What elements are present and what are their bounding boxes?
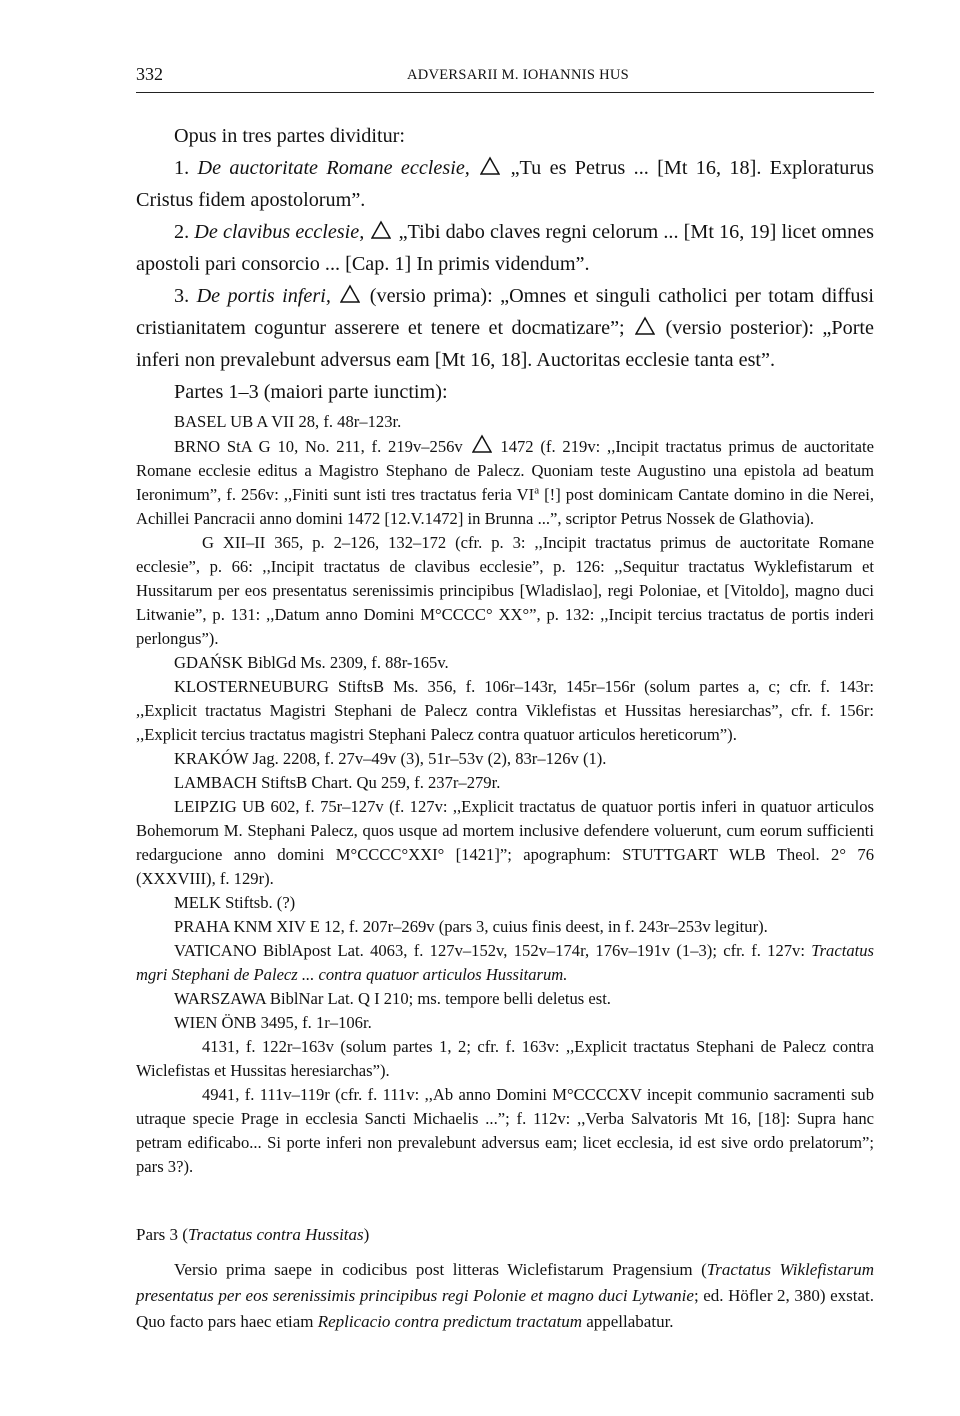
header-rule xyxy=(136,92,874,93)
running-header xyxy=(136,64,900,86)
pars-3-body xyxy=(136,1257,874,1335)
ms-brno-note-end: [!] post dominicam Cantate domino in die Nerei, Achillei Pancracii anno domini 1472 [12.V.1472] in Brunna ...”, scriptor Petrus Nossek de Glathovia). xyxy=(136,485,874,528)
ms-vaticano-shelfmark: VATICANO BiblApost Lat. 4063, f. 127v–152v, 152v–174r, 176v–191v (1–3); cfr. f. 127v: xyxy=(174,941,805,960)
incipit-triangle-icon xyxy=(480,156,500,176)
part-3-text-b: (versio posterior): „Porte inferi non prevalebunt adversus eam [Mt 16, 18]. Auctoritas ecclesie tanta est”. xyxy=(136,317,875,371)
part-2-title: De clavibus ecclesie, xyxy=(194,221,365,243)
pars-3-body-title: Tractatus Wiklefistarum presentatus per eos serenissimis principibus regi Polonie et magno duci Lytwanie xyxy=(136,1260,874,1305)
ms-klosterneuburg: KLOSTERNEUBURG StiftsB Ms. 356, f. 106r–143r, 145r–156r (solum partes a, c; cfr. f. 143r: ,,Explicit tractatus Magistri Stephani de Palecz contra Viklefistas et Hussitas heresiarchas”, cfr. f. 156r: ,,Explicit tercius tractatus magistri Stephani Palecz contra quatuor articulos hereticorum”). xyxy=(136,677,874,744)
page-number: 332 xyxy=(136,64,163,84)
part-3-number: 3. xyxy=(174,285,190,307)
ms-gdansk: GDAŃSK BiblGd Ms. 2309, f. 88r-165v. xyxy=(174,653,449,672)
pars-3-body-title-2: Replicacio contra predictum tractatum xyxy=(317,1312,582,1331)
part-1-number: 1. xyxy=(174,157,190,179)
ms-brno-g: G XII–II 365, p. 2–126, 132–172 (cfr. p. 3: ,,Incipit tractatus primus de auctoritate Romane ecclesie”, p. 66: ,,Incipit tractatus de clavibus ecclesie”, p. 126: ,,Sequitur tractatus Wyklefistarum et Hussitarum per eos presentatus serenissimis principibus [Wladislao], regi Poloniae, et [Vitoldo], magno duci Litwanie”, p. 131: ,,Datum anno Domini M°CCCC° XX°”, p. 132: ,,Incipit tercius tractatus de portis inderi perlongus”). xyxy=(136,533,874,648)
manuscript-list xyxy=(136,410,874,1179)
ms-brno-superscript: a xyxy=(534,484,540,497)
pars-3-heading xyxy=(136,1222,874,1248)
spacer xyxy=(136,1248,874,1257)
part-2 xyxy=(136,216,874,280)
incipit-triangle-icon xyxy=(472,434,492,454)
pars-3-heading-title: Tractatus contra Hussitas xyxy=(187,1225,364,1244)
part-2-number: 2. xyxy=(174,221,190,243)
parts-heading: Partes 1–3 (maiori parte iunctim): xyxy=(174,381,448,403)
ms-vaticano xyxy=(136,939,874,987)
ms-wien: WIEN ÖNB 3495, f. 1r–106r. xyxy=(174,1013,372,1032)
running-title: ADVERSARII M. IOHANNIS HUS xyxy=(406,67,630,83)
incipit-triangle-icon xyxy=(371,220,391,240)
ms-vaticano-incipit: Tractatus mgri Stephani de Palecz ... contra quatuor articulos Hussitarum. xyxy=(136,941,874,984)
ms-lambach: LAMBACH StiftsB Chart. Qu 259, f. 237r–279r. xyxy=(174,773,501,792)
part-1 xyxy=(136,152,874,216)
ms-krakow: KRAKÓW Jag. 2208, f. 27v–49v (3), 51r–53v (2), 83r–126v (1). xyxy=(174,749,607,768)
ms-warszawa: WARSZAWA BiblNar Lat. Q I 210; ms. tempore belli deletus est. xyxy=(174,989,611,1008)
pars-3-body-b: ; ed. Höfler 2, 380) exstat. Quo facto pars haec etiam xyxy=(136,1286,874,1331)
part-3 xyxy=(136,280,874,376)
pars-3-heading-close: ) xyxy=(363,1225,370,1244)
intro-section xyxy=(136,120,874,408)
pars-3-heading-label: Pars 3 ( xyxy=(136,1225,188,1244)
part-3-text-a: (versio prima): „Omnes et singuli catholici per totam diffusi cristianitatem coguntur asserere et tenere et docmatizare”; xyxy=(136,285,874,339)
ms-brno-note: 1472 (f. 219v: ,,Incipit tractatus primus de auctoritate Romane ecclesie editus a Magistro Stephano de Palecz. Quoniam teste Augustino una epistola ad beatum Ieronimum”, f. 256v: ,,Finiti sunt isti tres tractatus feria VI xyxy=(136,437,874,504)
ms-basel: BASEL UB A VII 28, f. 48r–123r. xyxy=(174,412,402,431)
part-1-text: „Tu es Petrus ... [Mt 16, 18]. Exploraturus Cristus fidem apostolorum”. xyxy=(136,157,875,211)
ms-wien-4941: 4941, f. 111v–119r (cfr. f. 111v: ,,Ab anno Domini M°CCCCXV incepit communio sacramenti sub utraque specie Prage in ecclesia Sancti Michaelis ...”; f. 112v: ,,Verba Salvatoris Mt 16, [18]: Supra hanc petram edificabo... Si porte inferi non prevalebunt adversus eam; licet ecclesia, id est sive ordo prelatorum”; pars 3?). xyxy=(136,1085,874,1176)
incipit-triangle-icon xyxy=(340,284,360,304)
part-3-title: De portis inferi, xyxy=(196,285,331,307)
part-1-title: De auctoritate Romane ecclesie, xyxy=(197,157,470,179)
pars-3-body-c: appellabatur. xyxy=(586,1312,674,1331)
part-2-text: „Tibi dabo claves regni celorum ... [Mt 16, 19] licet omnes apostoli pari consorcio ... [Cap. 1] In primis videndum”. xyxy=(136,221,875,275)
ms-leipzig: LEIPZIG UB 602, f. 75r–127v (f. 127v: ,,Explicit tractatus de quatuor portis inferi in quatuor articulos Bohemorum M. Stephani Palecz, quos usque ad mortem inclusive defendere voluerunt, cum eorum sufficienti redargucione anno domini M°CCCC°XXI° [1421]”; apographum: STUTTGART WLB Theol. 2° 76 (XXXVIII), f. 129r). xyxy=(136,797,874,888)
ms-praha: PRAHA KNM XIV E 12, f. 207r–269v (pars 3, cuius finis deest, in f. 243r–253v legitur). xyxy=(174,917,768,936)
incipit-triangle-icon xyxy=(635,316,655,336)
ms-wien-4131: 4131, f. 122r–163v (solum partes 1, 2; cfr. f. 163v: ,,Explicit tractatus Stephani de Palecz contra Wiclefistas et Hussitas heresiarchas”). xyxy=(136,1037,874,1080)
ms-brno xyxy=(136,434,874,531)
intro-lead: Opus in tres partes dividitur: xyxy=(174,125,406,147)
ms-brno-shelfmark: BRNO StA G 10, No. 211, f. 219v–256v xyxy=(174,437,463,456)
pars-3-section xyxy=(136,1222,874,1335)
pars-3-body-a: Versio prima saepe in codicibus post litteras Wiclefistarum Pragensium ( xyxy=(174,1260,707,1279)
ms-melk: MELK Stiftsb. (?) xyxy=(174,893,296,912)
